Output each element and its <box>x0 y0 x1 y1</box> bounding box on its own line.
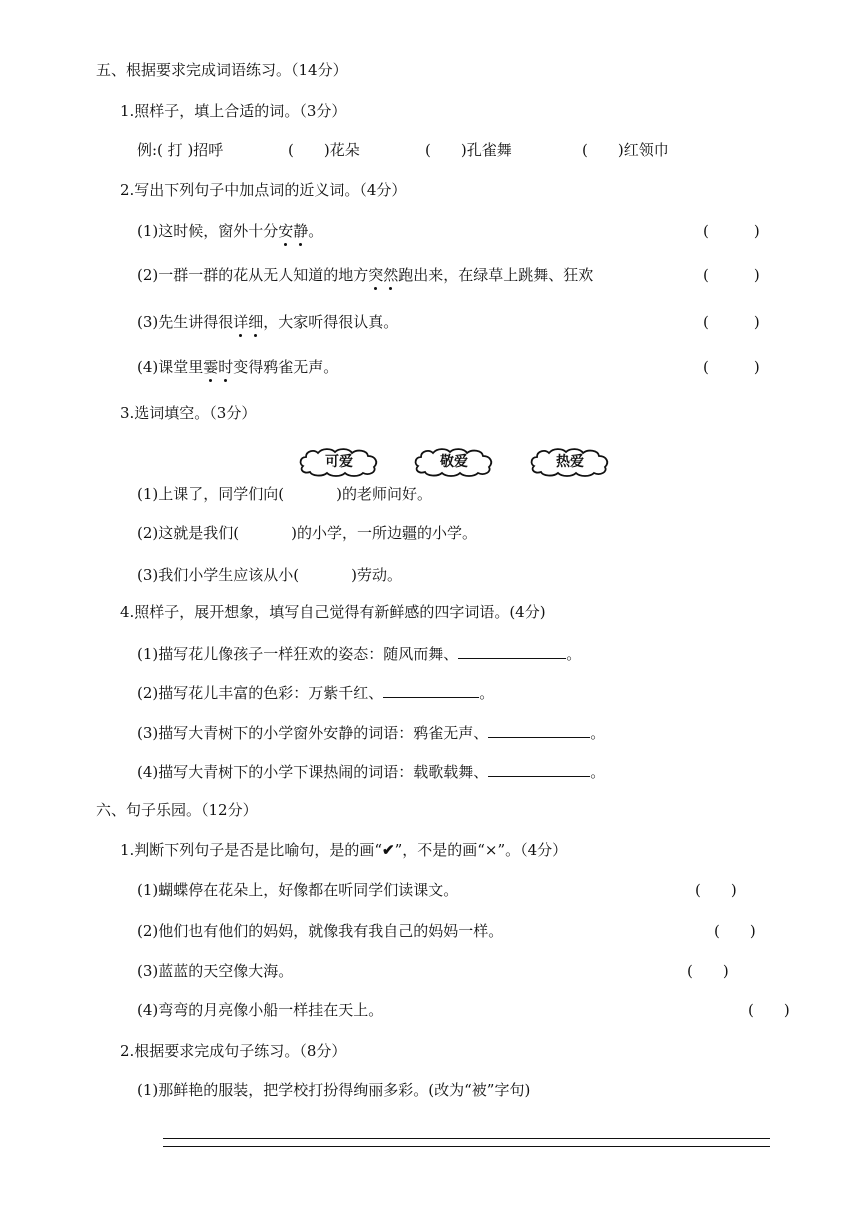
word-cloud-1 <box>297 446 381 478</box>
q1-blank-1[interactable]: ( )花朵 <box>288 141 360 159</box>
q2-title: 2.写出下列句子中加点词的近义词。（4分） <box>120 181 407 199</box>
example-word: 打 <box>162 141 188 159</box>
answer-paren[interactable]: ( ) <box>695 881 737 899</box>
dotted-char: 细 <box>248 313 264 331</box>
q3-item-text: )的小学，一所边疆的小学。 <box>291 524 477 542</box>
q2-item-text: (1)这时候，窗外十分 <box>137 222 279 240</box>
q4-item-4 <box>137 760 605 782</box>
cloud-word: 热爱 <box>556 454 584 470</box>
dotted-char: 时 <box>218 358 234 376</box>
q2-item-text: ，大家听得很认真。 <box>263 313 399 331</box>
answer-blank[interactable] <box>458 642 566 659</box>
s6-q2-item-1: (1)那鲜艳的服装，把学校打扮得绚丽多彩。(改为“被”字句) <box>137 1081 531 1099</box>
q2-item-text: (3)先生讲得很 <box>137 313 234 331</box>
q3-item-2 <box>137 523 477 543</box>
q2-item-2 <box>137 265 593 285</box>
q2-item-1 <box>137 221 323 241</box>
dotted-char: 静 <box>293 222 309 240</box>
q2-item-4 <box>137 357 338 377</box>
s6-q1-item-2: (2)他们也有他们的妈妈，就像我有我自己的妈妈一样。 <box>137 922 504 940</box>
s6-q1-item-3: (3)蓝蓝的天空像大海。 <box>137 962 294 980</box>
q2-item-text: 。 <box>308 222 324 240</box>
example-suffix: )招呼 <box>187 141 224 159</box>
q4-item-text: (3)描写大青树下的小学窗外安静的词语：鸦雀无声、 <box>137 724 489 742</box>
answer-line[interactable] <box>163 1146 770 1147</box>
q3-item-1 <box>137 484 432 504</box>
dotted-char: 突 <box>368 266 384 284</box>
q4-title: 4.照样子，展开想象，填写自己觉得有新鲜感的四字词语。(4分) <box>120 603 546 621</box>
q1-blank-3[interactable]: ( )红领巾 <box>582 141 669 159</box>
dotted-char: 详 <box>233 313 249 331</box>
q1-title: 1.照样子，填上合适的词。（3分） <box>120 102 347 120</box>
q4-item-3 <box>137 721 605 743</box>
answer-paren[interactable]: ( ) <box>703 313 760 331</box>
q2-item-3 <box>137 312 398 332</box>
title-text: ”，不是的画“×”。（4分） <box>394 841 568 859</box>
q3-title: 3.选词填空。（3分） <box>120 404 257 422</box>
q4-item-end: 。 <box>590 724 606 742</box>
q4-item-end: 。 <box>590 763 606 781</box>
q3-item-3 <box>137 565 402 585</box>
q3-item-text: (1)上课了，同学们向( <box>137 485 285 503</box>
s6-q1-item-4: (4)弯弯的月亮像小船一样挂在天上。 <box>137 1001 384 1019</box>
q2-item-text: (2)一群一群的花从无人知道的地方 <box>137 266 369 284</box>
q2-item-text: (4)课堂里 <box>137 358 204 376</box>
check-mark-icon: ✔ <box>381 841 395 859</box>
cloud-word: 可爱 <box>325 454 353 470</box>
q4-item-text: (2)描写花儿丰富的色彩：万紫千红、 <box>137 684 384 702</box>
answer-blank[interactable] <box>383 681 479 698</box>
q1-blank-2[interactable]: ( )孔雀舞 <box>425 141 512 159</box>
answer-paren[interactable]: ( ) <box>703 266 760 284</box>
q3-item-text: (2)这就是我们( <box>137 524 240 542</box>
answer-paren[interactable]: ( ) <box>703 358 760 376</box>
s6-q1-title <box>120 840 567 860</box>
q4-item-1 <box>137 642 581 664</box>
answer-blank[interactable] <box>488 721 590 738</box>
q4-item-end: 。 <box>479 684 495 702</box>
q2-item-text: 跑出来，在绿草上跳舞、狂欢 <box>398 266 594 284</box>
answer-line[interactable] <box>163 1138 770 1139</box>
q1-example <box>137 140 223 160</box>
title-text: 1.判断下列句子是否是比喻句，是的画“ <box>120 841 382 859</box>
s6-q2-title: 2.根据要求完成句子练习。（8分） <box>120 1042 347 1060</box>
q3-item-text: (3)我们小学生应该从小( <box>137 566 300 584</box>
answer-paren[interactable]: ( ) <box>748 1001 790 1019</box>
section-5-title: 五、根据要求完成词语练习。（14分） <box>96 61 348 79</box>
q3-item-text: )劳动。 <box>351 566 402 584</box>
word-cloud-2 <box>412 446 496 478</box>
answer-paren[interactable]: ( ) <box>714 922 756 940</box>
answer-paren[interactable]: ( ) <box>703 222 760 240</box>
cloud-word: 敬爱 <box>440 454 468 470</box>
word-cloud-3 <box>528 446 612 478</box>
section-6-title: 六、句子乐园。（12分） <box>96 801 258 819</box>
example-prefix: 例:( <box>137 141 163 159</box>
answer-blank[interactable] <box>488 760 590 777</box>
q4-item-text: (1)描写花儿像孩子一样狂欢的姿态：随风而舞、 <box>137 645 459 663</box>
q4-item-end: 。 <box>566 645 582 663</box>
dotted-char: 安 <box>278 222 294 240</box>
q4-item-text: (4)描写大青树下的小学下课热闹的词语：载歌载舞、 <box>137 763 489 781</box>
q3-item-text: )的老师问好。 <box>336 485 432 503</box>
answer-paren[interactable]: ( ) <box>687 962 729 980</box>
dotted-char: 霎 <box>203 358 219 376</box>
s6-q1-item-1: (1)蝴蝶停在花朵上，好像都在听同学们读课文。 <box>137 881 459 899</box>
q2-item-text: 变得鸦雀无声。 <box>233 358 339 376</box>
q4-item-2 <box>137 681 494 703</box>
dotted-char: 然 <box>383 266 399 284</box>
